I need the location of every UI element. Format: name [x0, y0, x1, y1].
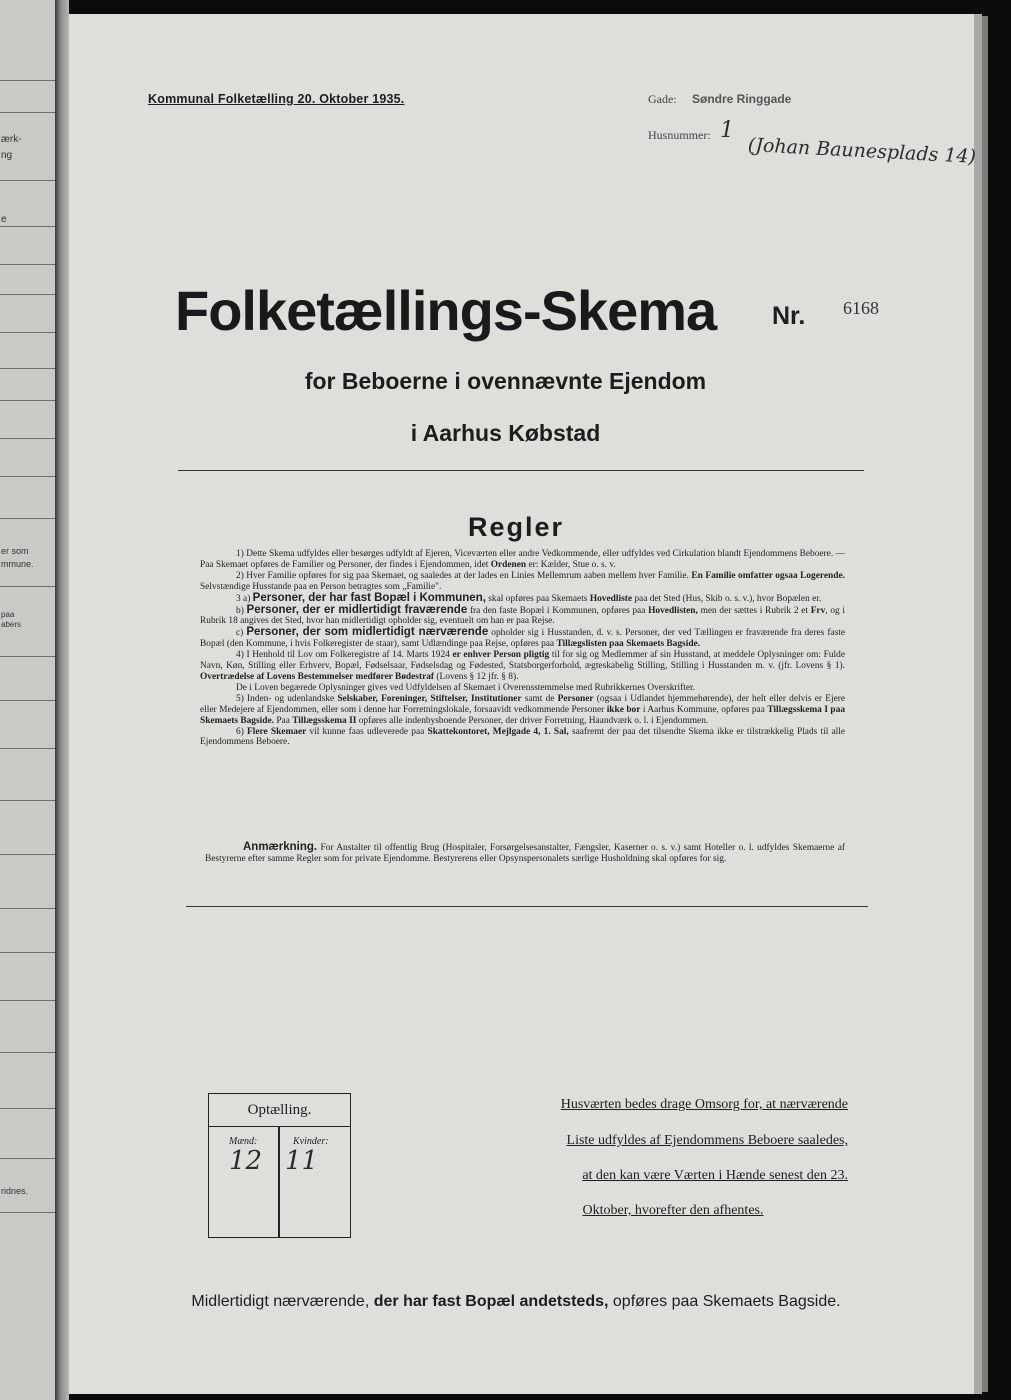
house-number-note: (Johan Baunesplads 14): [747, 134, 977, 168]
men-label: Mænd:: [229, 1136, 258, 1147]
page-edge: [982, 16, 988, 1392]
divider: [178, 470, 864, 471]
rule-6: 6) Flere Skemaer vil kunne faas udleverede paa Skattekontoret, Mejlgade 4, 1. Sal, saafremt der paa det tilsendte Skema ikke er tilstrækkelig Plads til alle Ejendommens Beboere.: [200, 726, 846, 748]
rule-3b: b) Personer, der er midlertidigt fraværende fra den faste Bopæl i Kommunen, opføres paa Hovedlisten, men der sættes i Rubrik 2 et Frv, og i Rubrik 18 angives det Sted, hvor han midlertidigt opholder sig, eventuelt om han er paa Rejse.: [200, 603, 846, 627]
book-spine: [55, 0, 69, 1400]
annotation-note: [205, 842, 845, 865]
landlord-note-line: Liste udfyldes af Ejendommens Beboere saaledes,: [566, 1133, 848, 1148]
street-label: Gade:: [648, 92, 677, 106]
left-fragment: paa: [1, 610, 15, 619]
divider: [186, 906, 868, 907]
rule-4-note: De i Loven begærede Oplysninger gives ved Udfyldelsen af Skemaet i Overensstemmelse med Rubrikkernes Overskrifter.: [236, 682, 695, 693]
rule-3c: c) Personer, der som midlertidigt nærværende opholder sig i Husstanden, d. v. s. Personer, der ved Tællingen er fraværende fra deres faste Bopæl (den Kommune, i hvis Folkeregister de staar), samt Udlændinge paa Rejse, opføres paa Tillægslisten paa Skemaets Bagside.: [200, 626, 846, 650]
form-number-label: Nr.: [772, 302, 806, 330]
form-subtitle-city: i Aarhus Købstad: [410, 420, 601, 446]
rule-5: 5) Inden- og udenlandske Selskaber, Foreninger, Stiftelser, Institutioner samt de Personer (ogsaa i Udlandet hjemmehørende), der helt eller delvis er Ejere eller Medejere af Ejendommen, eller som i denne har Forretningslokale, forsaavidt vedkommende Personer ikke bor i Aarhus Kommune, opføres paa Tillægsskema I paa Skemaets Bagside. Paa Tillægsskema II opføres alle indenbysboende Personer, der driver Forretning, Haandværk o. l. i Ejendommen.: [200, 693, 846, 726]
left-fragment: e: [1, 214, 7, 225]
men-count: 12: [229, 1146, 263, 1176]
rule-3a: 3 a) Personer, der har fast Bopæl i Kommunen, skal opføres paa Skemaets Hovedliste paa det Sted (Hus, Skib o. s. v.), hvor Bopælen er.: [236, 591, 822, 604]
form-number: 6168: [843, 298, 879, 318]
left-fragment: ng: [1, 150, 13, 161]
rules-text: [200, 549, 845, 748]
footer-instruction: Midlertidigt nærværende, der har fast Bopæl andetsteds, opføres paa Skemaets Bagside.: [191, 1293, 841, 1310]
left-page-edge: [0, 0, 55, 1400]
count-box-divider: [278, 1127, 280, 1237]
street-value: Søndre Ringgade: [692, 92, 792, 106]
landlord-note-line: Husværten bedes drage Omsorg for, at nærværende: [560, 1097, 848, 1112]
rule-2: 2) Hver Familie opføres for sig paa Skemaet, og saaledes at der lades en Linies Mellemrum aaben mellem hver Familie. En Familie omfatter ogsaa Logerende. Selvstændige Husstande paa en Person betragtes som „Familie".: [200, 570, 845, 592]
form-title: Folketællings-Skema: [175, 279, 717, 342]
rule-1: 1) Dette Skema udfyldes eller besørges udfyldt af Ejeren, Viceværten eller andre Vedkommende, eller udfyldes ved Cirkulation blandt Ejendommens Beboere. — Paa Skemaet opføres de Familier og Personer, der findes i Ejendommen, idet Ordenen er: Kælder, Stue o. s. v.: [200, 549, 845, 570]
women-label: Kvinder:: [293, 1136, 329, 1147]
left-fragment: ærk-: [1, 134, 22, 145]
annotation-text: For Anstalter til offentlig Brug (Hospitaler, Forsørgelsesanstalter, Fængsler, Kaserner o. s. v.) samt Hoteller o. l. udfyldes Skemaerne af Bestyrerne efter samme Regler som for private Ejendomme. Bestyrerens eller Opsynspersonalets særlige Husholdning skal opføres for sig.: [205, 843, 846, 864]
census-header-title: Kommunal Folketælling 20. Oktober 1935.: [148, 92, 405, 106]
rules-heading: Regler: [467, 512, 565, 542]
left-fragment: mmune.: [1, 559, 34, 569]
left-fragment: er som: [1, 546, 29, 556]
page-edge: [974, 14, 982, 1394]
landlord-note-line: Oktober, hvorefter den afhentes.: [582, 1203, 764, 1218]
left-fragment: ridnes.: [1, 1186, 29, 1196]
annotation-label: Anmærkning.: [243, 841, 318, 853]
house-number-value: 1: [720, 118, 734, 143]
count-box-title: Optælling.: [209, 1094, 350, 1127]
landlord-note-line: at den kan være Værten i Hænde senest den 23.: [582, 1168, 848, 1183]
form-subtitle: for Beboerne i ovennævnte Ejendom: [304, 368, 707, 394]
left-fragment: abers: [1, 620, 22, 629]
house-number-label: Husnummer:: [648, 128, 711, 142]
rule-4: 4) I Henhold til Lov om Folkeregistre af 14. Marts 1924 er enhver Person pligtig til for sig og Medlemmer af sin Husstand, at meddele Oplysninger om: Fulde Navn, Køn, Stilling eller Erhverv, Bopæl, Fødselsaar, Fødselsdag og Fødested, Statsborgerforhold, ægteskabelig Stilling, Stilling i Husstanden m. v. (jfr. Lovens § 1). Overtrædelse af Lovens Bestemmelser medfører Bødestraf (Lovens § 12 jfr. § 8).: [200, 650, 846, 682]
women-count: 11: [285, 1146, 319, 1176]
count-box: [208, 1093, 351, 1238]
